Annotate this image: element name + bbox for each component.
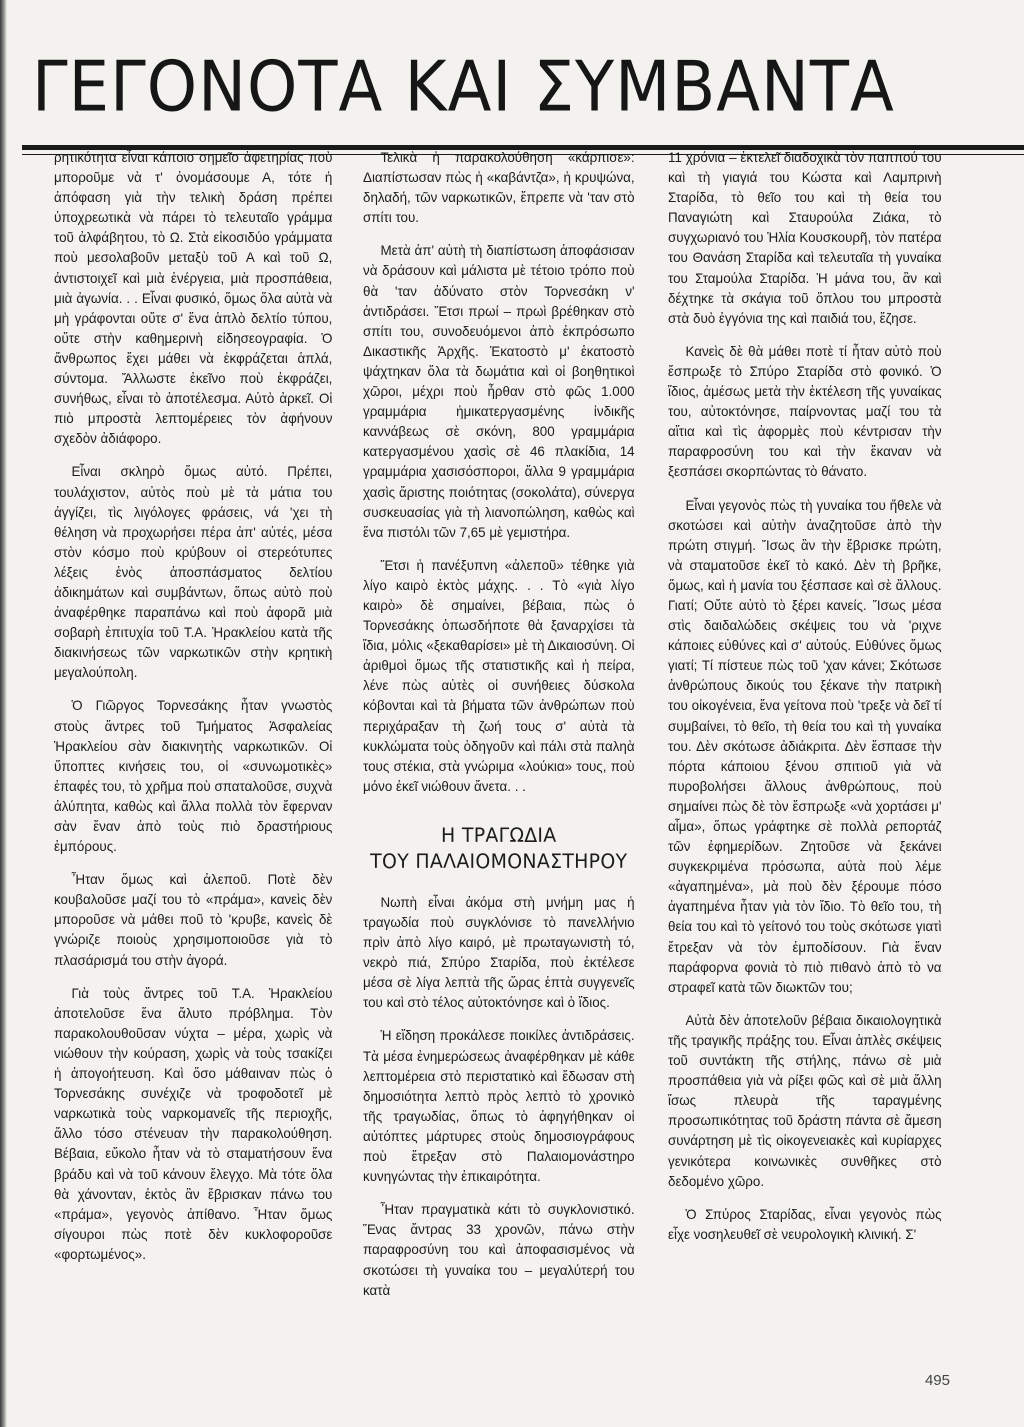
subheading-line-1: Η ΤΡΑΓΩΔΙΑ [441,823,557,847]
article-subheading [363,823,635,875]
paragraph: Νωπὴ εἶναι ἀκόμα στὴ μνήμη μας ἡ τραγωδία ποὺ συγκλόνισε τὸ πανελλήνιο πρὶν ἀπὸ λίγο καιρό, μὲ πρωταγωνιστὴ τό, νεκρὸ πιά, Σπύρο Σταρίδα, ποὺ ἐκτέλεσε μέσα σὲ λίγα λεπτὰ τῆς ὥρας ἑπτὰ συγγενεῖς του καὶ στὸ τέλος αὐτοκτόνησε καὶ ὁ ἴδιος. [363,894,635,1011]
paragraph: Ὁ Γιῶργος Τορνεσάκης ἦταν γνωστὸς στοὺς ἄντρες τοῦ Τμήματος Ἀσφαλείας Ἡρακλείου σὰν διακινητὴς ναρκωτικῶν. Οἱ ὕποπτες κινήσεις του, οἱ «συνωμοτικὲς» ἐπαφές του, τὸ χρῆμα ποὺ σπαταλοῦσε, συχνὰ ἀλύπητα, καθὼς καὶ ἄλλα πολλὰ τὸν ἔφερναν σὰν ἕναν ἀπὸ τοὺς πιὸ δραστήριους ἐμπόρους. [54,698,333,855]
section-title: ΓΕΓΟΝΟΤΑ ΚΑΙ ΣΥΜΒΑΝΤΑ [32,48,895,128]
paragraph: Κανεὶς δὲ θὰ μάθει ποτὲ τί ἦταν αὐτὸ ποὺ ἔσπρωξε τὸ Σπύρο Σταρίδα στὸ φονικό. Ὁ ἴδιος, ἀμέσως μετὰ τὴν ἐκτέλεση τῆς γυναίκας του, αὐτοκτόνησε, παίρνοντας μαζί του τὰ αἴτια καὶ τὶς ἀφορμὲς ποὺ κέντρισαν τὴν παραφροσύνη του καὶ τὴν ἔκαναν νὰ ξεσπάσει σκορπώντας τὸ θάνατο. [668,343,942,480]
paragraph: Εἶναι γεγονὸς πὼς τὴ γυναίκα του ἤθελε νὰ σκοτώσει καὶ αὐτὴν ἀναζητοῦσε ἀπὸ τὴν πρώτη στιγμή. Ἴσως ἂν τὴν ἔβρισκε πρώτη, νὰ σταματοῦσε ἐκεῖ τὸ κακό. Δὲν τὴ βρῆκε, ὅμως, καὶ ἡ μανία του ξέσπασε καὶ σὲ ἄλλους. Γιατί; Οὔτε αὐτὸ τὸ ξέρει κανείς. Ἴσως μέσα στὶς δαιδαλώδεις σκέψεις του νὰ 'ριχνε κάποιες εὐθύνες καὶ σ' αὐτούς. Εὐθύνες ὅμως γιατί; Τί πίστευε πὼς τοῦ 'χαν κάνει; Σκότωσε ἀνθρώπους δικούς του ξέκανε τὴν πατρικὴ του οἰκογένεια, ἕνα γείτονα ποὺ 'τρεξε νὰ δεῖ τί συμβαίνει, τὸ θεῖο, τὴ θεία του καὶ τὴ γυναίκα του. Δὲν σκότωσε ἀδιάκριτα. Δὲν ἔσπασε τὴν πόρτα κάποιου ξένου σπιτιοῦ γιὰ νὰ πυροβολήσει ἄλλους ἀνθρώπους, ποὺ σημαίνει πὼς δὲ τὸν ἔσπρωξε «νὰ χορτάσει μ' αἷμα», ὅπως γράφτηκε σὲ πολλὰ ρεπορτάζ τῶν ἐφημερίδων. Ζητοῦσε νὰ ξεκάνει συγκεκριμένα πρόσωπα, αὐτὰ ποὺ λέμε «ἀγαπημένα», μὰ ποὺ δὲν ξέρουμε πόσο ἀγαπημένα ἦταν γιὰ τὸν ἴδιο. Τὸ θεῖο του, τὴ θεία του καὶ τὸ γείτονό του τοὺς σκότωσε γιατὶ ἔτρεξαν νὰ τὸν ἐμποδίσουν. Γιὰ ἕναν παράφορνα φονιὰ τὸ πιὸ πιθανὸ ἀπὸ τὸ να στραφεῖ κατὰ τῶν διωκτῶν του; [668,497,942,995]
paragraph: Ἦταν πραγματικὰ κάτι τὸ συγκλονιστικό. Ἕνας ἄντρας 33 χρονῶν, πάνω στὴν παραφροσύνη του καὶ ἀποφασισμένος νὰ σκοτώσει τὴ γυναίκα του – μεγαλύτερή του κατὰ [363,1202,635,1298]
paragraph: Ἡ εἴδηση προκάλεσε ποικίλες ἀντιδράσεις. Τὰ μέσα ἐνημερώσεως ἀναφέρθηκαν μὲ κάθε λεπτομέρεια στὸ περιστατικὸ καὶ ἔδωσαν στὴ δημοσιότητα λεπτὸ πρὸς λεπτὸ τὸ χρονικὸ τῆς τραγωδίας, ὅπως τὸ ἀφηγήθηκαν οἱ αὐτόπτες μάρτυρες στοὺς δημοσιογράφους ποὺ ἔτρεξαν στὸ Παλαιομονάστηρο κυνηγώντας τὴν ἐπικαιρότητα. [363,1028,635,1185]
paragraph: Γιὰ τοὺς ἄντρες τοῦ Τ.Α. Ἡρακλείου ἀποτελοῦσε ἕνα ἄλυτο πρόβλημα. Τὸν παρακολουθοῦσαν νύχτα – μέρα, χωρὶς νὰ νιώθουν τὴν κούραση, χωρὶς νὰ τοὺς τσακίζει ἡ ἀπογοήτευση. Καὶ ὅσο μάθαιναν πὼς ὁ Τορνεσάκης συνέχιζε νὰ τροφοδοτεῖ μὲ ναρκωτικὰ τοὺς ναρκομανεῖς τῆς περιοχῆς, ἄλλο τόσο στένευαν τὴν παρακολούθηση. Βέβαια, εὔκολο ἦταν νὰ τὸ σταματήσουν ἕνα βράδυ καὶ νὰ τοῦ κάνουν ἔλεγχο. Μὰ τότε ὅλα θὰ χάνονταν, ἐκτὸς ἂν ἔβρισκαν πάνω του «πράμα», γεγονὸς ἀπίθανο. Ἦταν ὅμως σίγουροι πὼς ποτὲ δὲν κυκλοφοροῦσε «φορτωμένος». [54,985,333,1262]
paragraph: ρητικότητα εἶναι κάποιο σημεῖο ἀφετηρίας ποὺ μποροῦμε νὰ τ' ὀνομάσουμε Α, τότε ἡ ἀπόφαση γιὰ τὴν τελικὴ δράση πρέπει ὑποχρεωτικὰ νὰ πάρει τὸ τελευταῖο γράμμα τοῦ ἀλφάβητου, τὸ Ω. Στὰ εἰκοσιδύο γράμματα ποὺ μεσολαβοῦν μεταξὺ τοῦ Α καὶ τοῦ Ω, ἀντιστοιχεῖ καὶ μιὰ ἐνέργεια, μιὰ προσπάθεια, μιὰ ἀγωνία. . . Εἶναι φυσικό, ὅμως ὅλα αὐτὰ νὰ μὴ γράφονται οὔτε σ' ἕνα ἁπλὸ δελτίο τύπου, οὔτε στὴν καθημερινὴ εἰδησεογραφία. Ὁ ἄνθρωπος ἔχει μάθει νὰ ἐκφράζεται ἁπλά, σύντομα. Ἄλλωστε ἐκεῖνο ποὺ ἐκφράζει, συνήθως, εἶναι τὸ ἀποτέλεσμα. Αὐτὸ ἀρκεῖ. Οἱ πιὸ μπροστὰ λεπτομέρειες τὸν ἀφήνουν σχεδὸν ἀδιάφορο. [54,150,333,447]
subheading-line-2: ΤΟΥ ΠΑΛΑΙΟΜΟΝΑΣΤΗΡΟΥ [370,849,628,873]
paragraph: Μετὰ ἀπ' αὐτὴ τὴ διαπίστωση ἀποφάσισαν νὰ δράσουν καὶ μάλιστα μὲ τέτοιο τρόπο ποὺ θὰ 'ταν ἀδύνατο στὸν Τορνεσάκη ν' ἀντιδράσει. Ἔτσι πρωί – πρωὶ βρέθηκαν στὸ σπίτι του, συνοδευόμενοι ἀπὸ ἐκπρόσωπο Δικαστικῆς Ἀρχῆς. Ἑκατοστὸ μ' ἑκατοστὸ ψάχτηκαν ὅλα τὰ δωμάτια καὶ οἱ βοηθητικοὶ χῶροι, μέχρι ποὺ ἦρθαν στὸ φῶς 1.000 γραμμάρια ἡμικατεργασμένης ἰνδικῆς καννάβεως σὲ σκόνη, 800 γραμμάρια κατεργασμένου χασὶς σὲ 46 πλακίδια, 14 γραμμάρια χασισόσποροι, ἄλλα 9 γραμμάρια χασὶς ἄριστης ποιότητας (σοκολάτα), σύνεργα συσκευασίας γιὰ τὴ λιανοπώληση, καθὼς καὶ ἕνα πιστόλι τῶν 7,65 μὲ γεμιστήρα. [363,243,635,540]
paragraph: Τελικὰ ἡ παρακολούθηση «κάρπισε»: Διαπίστωσαν πὼς ἡ «καβάντζα», ἡ κρυψώνα, δηλαδή, τῶν ναρκωτικῶν, ἔπρεπε νὰ 'ταν στὸ σπίτι του. [363,150,635,226]
column-2 [363,148,635,1314]
page-number: 495 [924,1372,950,1389]
column-3 [668,148,942,1258]
paragraph: Αὐτὰ δὲν ἀποτελοῦν βέβαια δικαιολογητικὰ τῆς τραγικῆς πράξης του. Εἶναι ἁπλὲς σκέψεις τοῦ συντάκτη τῆς στήλης, πάνω σὲ μιὰ προσπάθεια γιὰ νὰ ρίξει φῶς καὶ σὲ μιὰ ἄλλη ἴσως πλευρὰ τῆς ταραγμένης προσωπικότητας τοῦ δράστη πάντα σὲ ἄμεση συνάρτηση μὲ τὶς οἰκογενειακὲς καὶ κυρίαρχες γενικότερα κοινωνικὲς συνθῆκες στὸ δεδομένο χῶρο. [668,1012,942,1189]
paragraph: 11 χρόνια – ἐκτελεῖ διαδοχικὰ τὸν παππού του καὶ τὴ γιαγιά του Κώστα καὶ Λαμπρινὴ Σταρίδα, τὸ θεῖο του καὶ τὴ θεία του Παναγιώτη καὶ Σταυρούλα Ζιάκα, τὸ συγχωριανό του Ἡλία Κουσκουρῆ, τὸν πατέρα του Θανάση Σταρίδα καὶ τελευταῖα τὴ γυναίκα του Σταμούλα Σταρίδα. Ἡ μάνα του, ἂν καὶ δέχτηκε τὰ σκάγια τοῦ ὅπλου του μπροστὰ στὰ δυὸ ἐγγόνια της καὶ παιδιά του, ἔζησε. [668,150,942,326]
paragraph: Ὁ Σπύρος Σταρίδας, εἶναι γεγονὸς πὼς εἶχε νοσηλευθεῖ σὲ νευρολογικὴ κλινική. Σ' [668,1206,942,1242]
page-binding-edge [0,0,7,1427]
column-1 [54,148,332,1278]
paragraph: Ἦταν ὅμως καὶ ἀλεποῦ. Ποτὲ δὲν κουβαλοῦσε μαζί του τὸ «πράμα», κανεὶς δὲν μποροῦσε νὰ μάθει ποῦ τὸ 'κρυβε, κανεὶς δὲ γνώριζε ποιοὺς χρησιμοποιοῦσε γιὰ τὸ πλασάρισμά του στὴν ἀγορά. [54,872,333,968]
section-header [0,44,1024,134]
paragraph: Ἔτσι ἡ πανέξυπνη «ἀλεποῦ» τέθηκε γιὰ λίγο καιρὸ ἐκτὸς μάχης. . . Τὸ «γιὰ λίγο καιρὸ» δὲ σημαίνει, βέβαια, πὼς ὁ Τορνεσάκης ὁπωσδήποτε θὰ ξαναρχίσει τὰ ἴδια, μόλις «ξεκαθαρίσει» μὲ τὴ Δικαιοσύνη. Οἱ ἀριθμοὶ ὅμως τῆς στατιστικῆς καὶ ἡ πείρα, λένε πὼς αὐτὲς οἱ συνήθειες δύσκολα κόβονται καὶ τὰ βήματα τῶν ἀνθρώπων ποὺ περιχάραξαν τὴ ζωή τους σ' αὐτὰ τὰ κυκλώματα τοὺς ὁδηγοῦν καὶ πάλι στὰ παληὰ τους στέκια, στὰ γνώριμα «λούκια» τους, ποὺ μόνο ἐκεῖ νιώθουν ἄνετα. . . [363,557,635,794]
paragraph: Εἶναι σκληρὸ ὅμως αὐτό. Πρέπει, τουλάχιστον, αὐτὸς ποὺ μὲ τὰ μάτια του ἀγγίζει, τὶς λιγόλογες φράσεις, νά 'χει τὴ θέληση νὰ προχωρήσει πέρα ἀπ' αὐτές, μέσα στὸν κόσμο ποὺ κρύβουν οἱ στερεότυπες λέξεις ἑνὸς ἀποσπάσματος δελτίου ἀδικημάτων καὶ συμβάντων, ὅπως αὐτὸ ποὺ ἀναφέρθηκε παραπάνω καὶ ποὺ ἀφορᾶ μιὰ σοβαρὴ ἐπιτυχία τοῦ Τ.Α. Ἡρακλείου κατὰ τῆς διακινήσεως τῶν ναρκωτικῶν στὴν κρητικὴ μεγαλούπολη. [54,464,333,681]
